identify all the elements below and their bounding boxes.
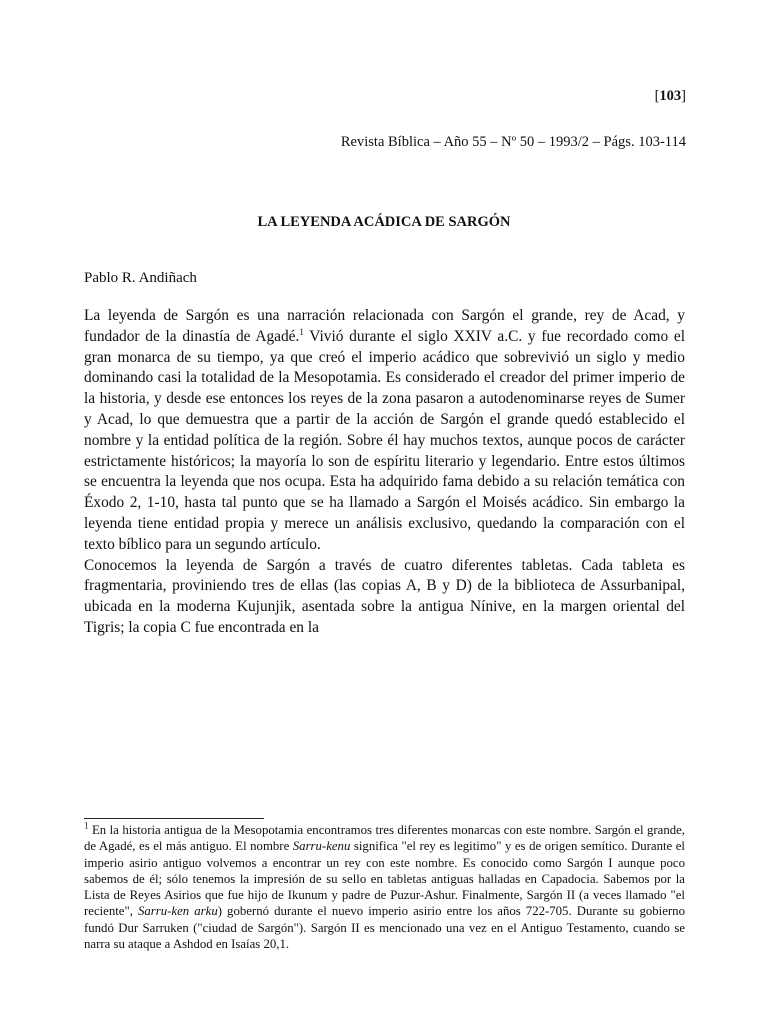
- page-number-value: 103: [659, 88, 682, 104]
- page-number-close-bracket: ]: [681, 88, 686, 104]
- paragraph-2: Conocemos la leyenda de Sargón a través de cuatro diferentes tabletas. Cada tableta es fragmentaria, proviniendo tres de ellas (las copias A, B y D) de la biblioteca de Assurbanipal, ubicada en la moderna Kujunjik, asentada sobre la antigua Nínive, en la margen oriental del Tigris; la copia C fue encontrada en la: [84, 556, 685, 636]
- footnote-1: [84, 822, 685, 952]
- footnote-text-1: En la historia antigua de la Mesopotamia encontramos tres diferentes monarcas con este nombre. Sargón el grande, de Agadé, es el más antiguo. El nombre: [84, 823, 685, 854]
- journal-reference: Revista Bíblica – Año 55 – Nº 50 – 1993/2 – Págs. 103-114: [340, 134, 686, 150]
- article-author: Pablo R. Andiñach: [84, 270, 197, 286]
- article-body: [84, 306, 685, 639]
- footnote-italic-1: Sarru-kenu: [292, 839, 351, 854]
- footnote-divider: [84, 818, 264, 819]
- footnote-italic-2: Sarru-ken arku: [138, 904, 218, 919]
- paragraph-1-text-a: La leyenda de Sargón es una narración relacionada con Sargón el grande, rey de Acad, y fundador de la dinastía de Agadé.: [84, 307, 685, 345]
- page-number-open-bracket: [: [654, 88, 660, 104]
- footnote-marker: 1: [84, 820, 89, 831]
- page-number: [655, 88, 686, 105]
- footnote-reference[interactable]: 1: [299, 326, 304, 337]
- article-title: LA LEYENDA ACÁDICA DE SARGÓN: [257, 214, 511, 230]
- footnote-text-3: ) gobernó durante el nuevo imperio asirio entre los años 722-705. Durante su gobierno fundó Dur Sarruken ("ciudad de Sargón"). Sargón II es mencionado una vez en el Antiguo Testamento, cuando se narra su ataque a Ashdod en Isaías 20,1.: [84, 904, 685, 952]
- footnote-text-2: significa "el rey es legitimo" y es de origen semítico. Durante el imperio asirio antiguo volvemos a encontrar un rey con este nombre. Es conocido como Sargón I aunque poco sabemos de él; sólo tenemos la impresión de su sello en tabletas antiguas halladas en Capadocia. Sabemos por la Lista de Reyes Asirios que fue hijo de Ikunum y padre de Puzur-Ashur. Finalmente, Sargón II (a veces llamado "el reciente",: [84, 839, 685, 919]
- paragraph-1-text-b: Vivió durante el siglo XXIV a.C. y fue recordado como el gran monarca de su tiempo, ya que creó el imperio acádico que sobrevivió un siglo y medio dominando casi la totalidad de la Mesopotamia. Es considerado el creador del primer imperio de la historia, y desde ese entonces los reyes de la zona pasaron a autodenominarse reyes de Sumer y Acad, lo que demuestra que a partir de la acción de Sargón el grande quedó establecido el nombre y la entidad política de la región. Sobre él hay muchos textos, aunque pocos de carácter estrictamente históricos; la mayoría lo son de espíritu literario y legendario. Entre estos últimos se encuentra la leyenda que nos ocupa. Esta ha adquirido fama debido a su relación temática con Éxodo 2, 1-10, hasta tal punto que se ha llamado a Sargón el Moisés acádico. Sin embargo la leyenda tiene entidad propia y merece un análisis exclusivo, quedando la comparación con el texto bíblico para un segundo artículo.: [84, 327, 685, 553]
- paragraph-1: [84, 306, 685, 556]
